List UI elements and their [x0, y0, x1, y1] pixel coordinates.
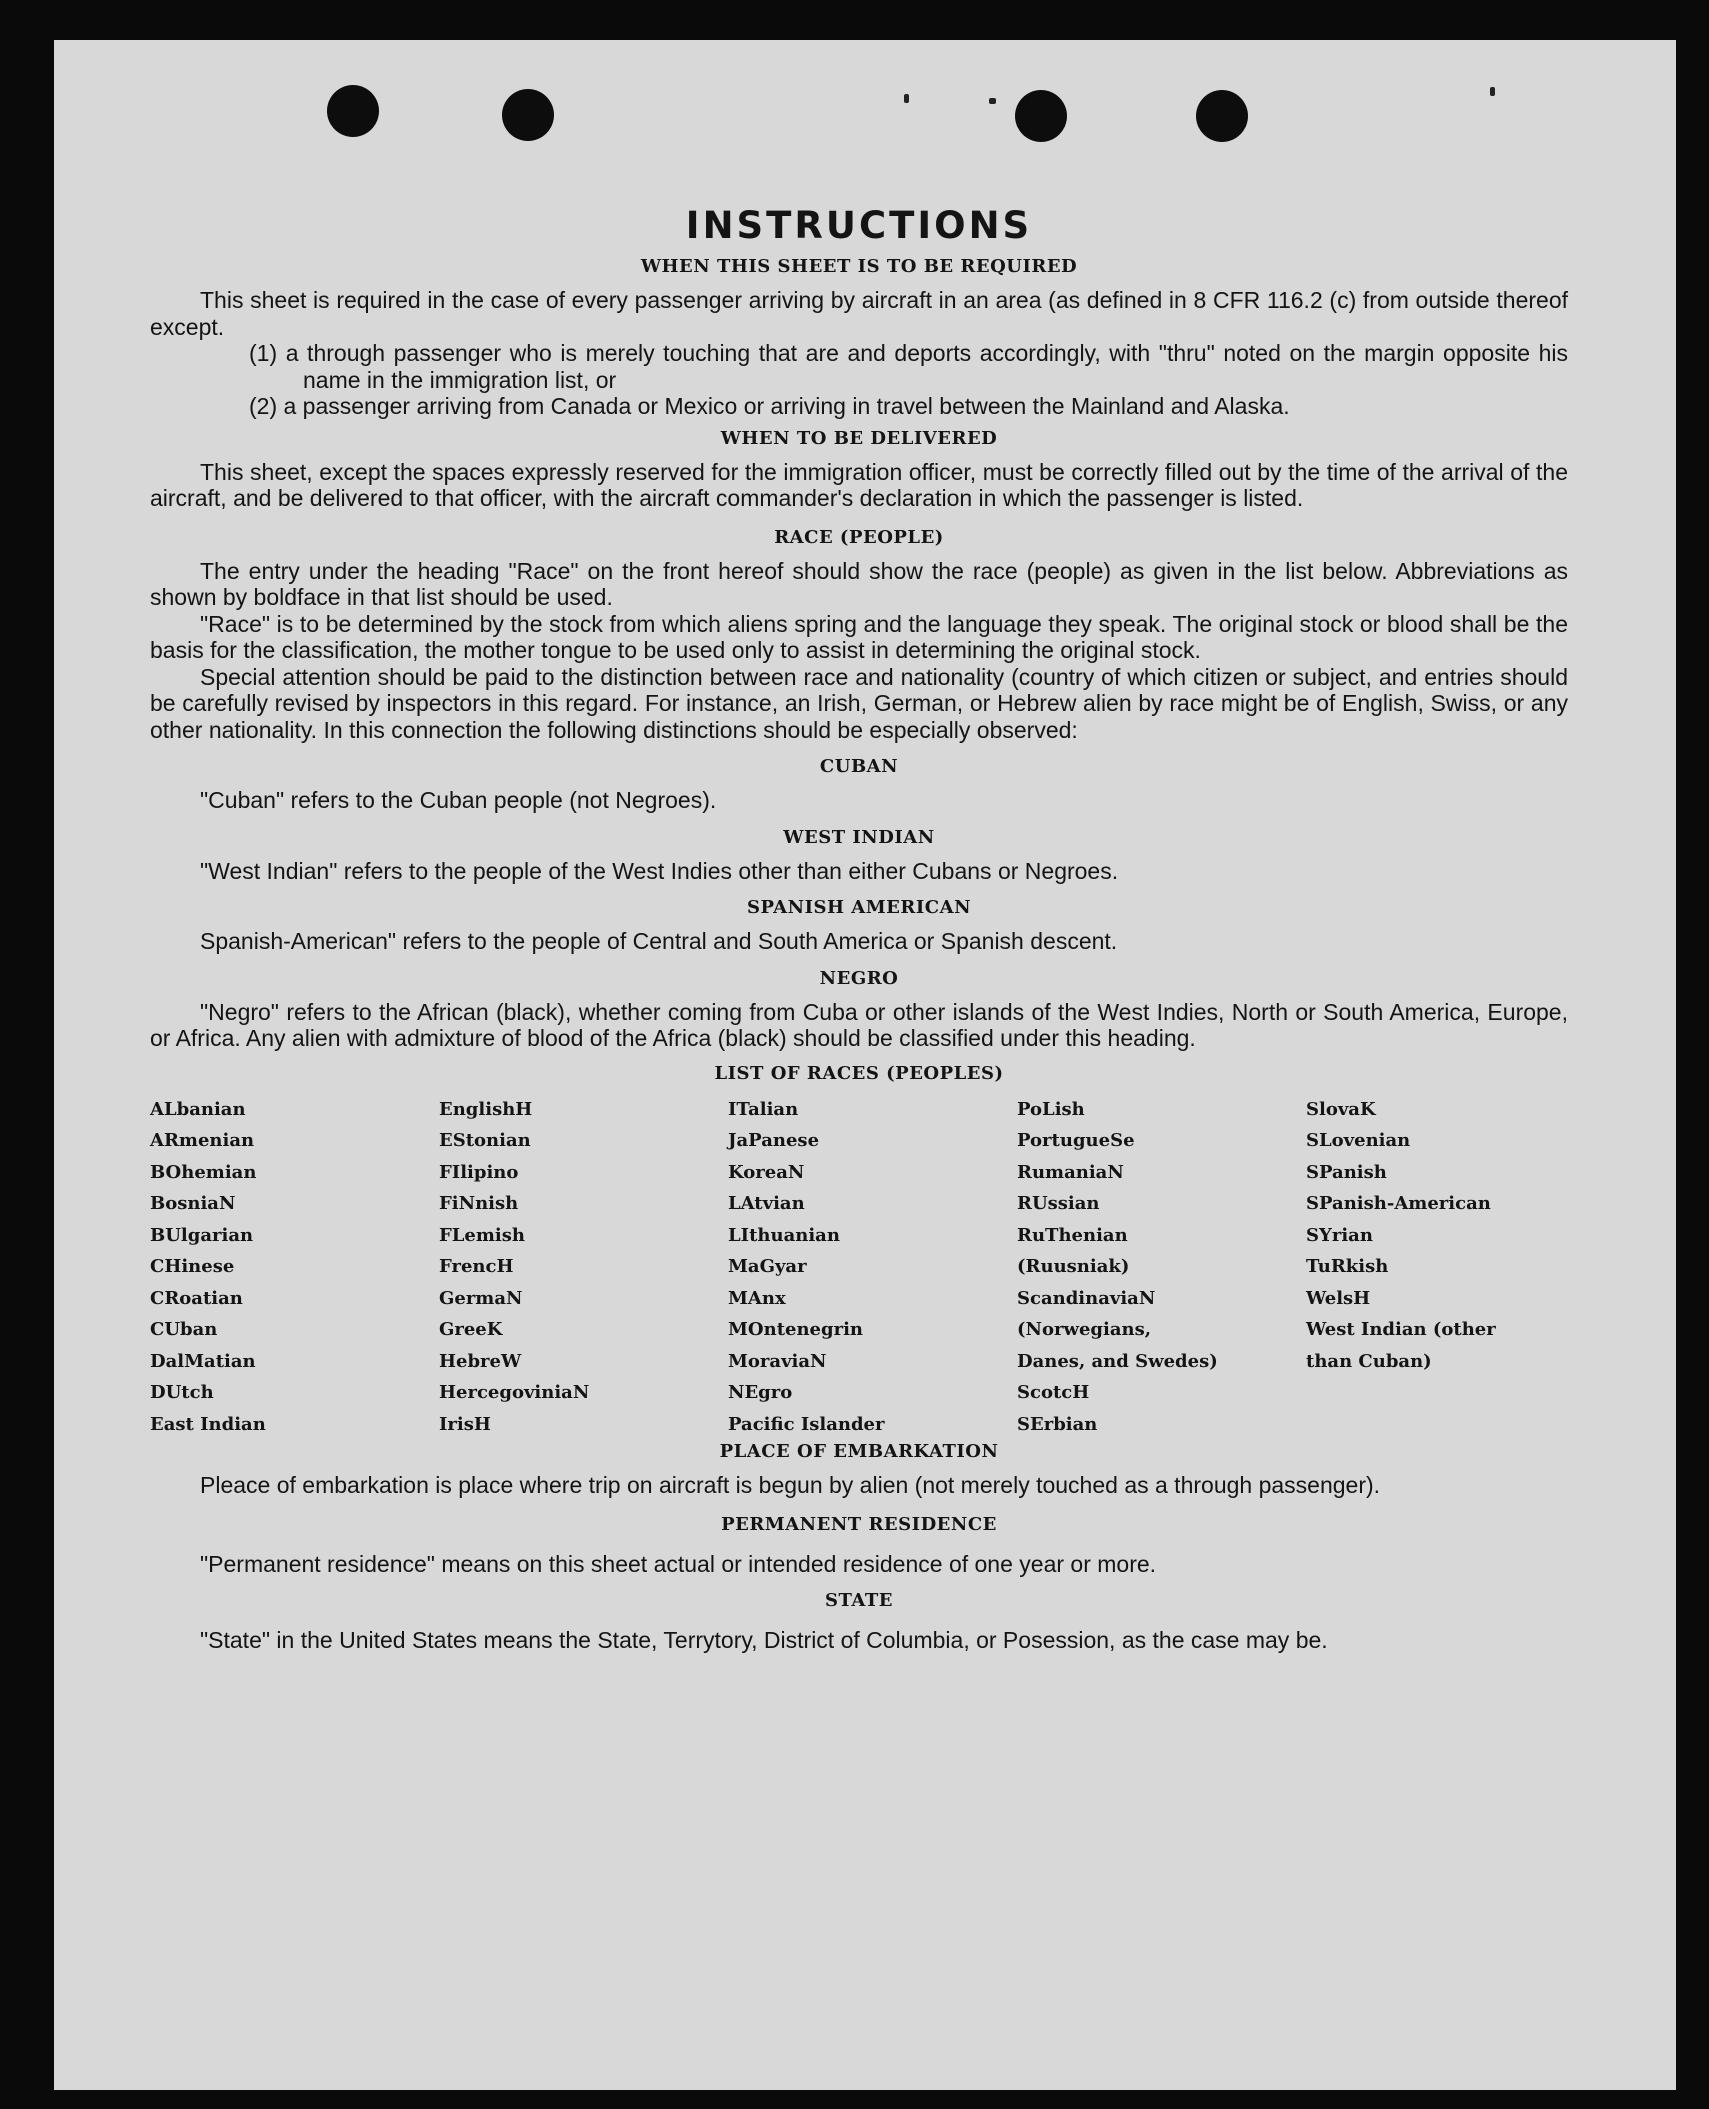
- instructions-content: [150, 205, 1568, 1654]
- race-entry: SPanish-American: [1306, 1193, 1491, 1214]
- race-entry: MAnx: [728, 1287, 786, 1309]
- race-entry: JaPanese: [728, 1130, 820, 1151]
- heading-permanent-residence: PERMANENT RESIDENCE: [721, 1513, 997, 1535]
- ink-speck: [1490, 87, 1495, 96]
- race-paragraph: The entry under the heading "Race" on the front hereof should show the race (people) as given in the list below. Abbreviations as shown by boldface in that list should be used.: [150, 557, 1568, 610]
- race-entry: LAtvian: [728, 1193, 805, 1214]
- race-entry: FIlipino: [439, 1161, 519, 1183]
- race-entry: FLemish: [439, 1224, 525, 1246]
- spanish-american-text: Spanish-American" refers to the people of Central and South America or Spanish descent.: [200, 928, 1118, 954]
- race-entry: West Indian (other than Cuban): [1306, 1319, 1496, 1372]
- heading-west-indian: WEST INDIAN: [783, 826, 935, 848]
- delivered-text: This sheet, except the spaces expressly reserved for the immigration officer, must be correctly filled out by the time of the arrival of the aircraft, and be delivered to that officer, with the aircraft commander's declaration in which the passenger is listed.: [150, 458, 1568, 511]
- race-entry: HebreW: [439, 1350, 522, 1372]
- race-list: [150, 1094, 1568, 1441]
- race-column: [439, 1094, 728, 1441]
- heading-place-of-embarkation: PLACE OF EMBARKATION: [719, 1441, 999, 1462]
- race-entry: EStonian: [439, 1130, 531, 1151]
- race-entry: ARmenian: [150, 1130, 255, 1151]
- race-entry: TuRkish: [1306, 1256, 1389, 1277]
- heading-when-required: WHEN THIS SHEET IS TO BE REQUIRED: [640, 256, 1078, 277]
- race-column: [1306, 1094, 1506, 1441]
- race-entry: EnglishH: [439, 1098, 533, 1120]
- document-page: [54, 40, 1676, 2090]
- race-entry: BOhemian: [150, 1161, 257, 1183]
- race-entry: MoraviaN: [728, 1350, 827, 1372]
- race-entry: ScotcH: [1017, 1382, 1090, 1403]
- heading-spanish-american: SPANISH AMERICAN: [746, 897, 972, 918]
- race-entry: Pacific Islander: [728, 1413, 885, 1435]
- race-column: [150, 1094, 439, 1441]
- race-entry: GermaN: [439, 1287, 523, 1309]
- race-entry: BUlgarian: [150, 1224, 254, 1246]
- race-column: [728, 1094, 1017, 1441]
- embarkation-text: Pleace of embarkation is place where trip on aircraft is begun by alien (not merely touched as a through passenger).: [200, 1472, 1381, 1498]
- race-entry: CHinese: [150, 1256, 235, 1277]
- heading-list-of-races: LIST OF RACES (PEOPLES): [714, 1062, 1004, 1084]
- race-entry: SErbian: [1017, 1413, 1098, 1435]
- ink-speck: [989, 98, 996, 104]
- ink-speck: [904, 94, 909, 103]
- race-entry: RUssian: [1017, 1193, 1100, 1214]
- heading-race: RACE (PEOPLE): [774, 526, 944, 548]
- race-entry: PoLish: [1017, 1098, 1085, 1120]
- race-entry: WelsH: [1306, 1287, 1371, 1309]
- race-entry: GreeK: [439, 1319, 503, 1340]
- race-entry: NEgro: [728, 1382, 793, 1403]
- race-entry: DUtch: [150, 1382, 214, 1403]
- race-entry: ScandinaviaN (Norwegians, Danes, and Swedes): [1017, 1287, 1218, 1372]
- punch-hole: [1196, 90, 1248, 142]
- race-entry: SlovaK: [1306, 1098, 1376, 1120]
- race-entry: SLovenian: [1306, 1130, 1411, 1151]
- heading-when-delivered: WHEN TO BE DELIVERED: [720, 427, 998, 449]
- race-entry: KoreaN: [728, 1161, 805, 1183]
- heading-negro: NEGRO: [819, 967, 899, 989]
- race-entry: East Indian: [150, 1413, 266, 1435]
- required-intro: This sheet is required in the case of every passenger arriving by aircraft in an area (as defined in 8 CFR 116.2 (c) from outside thereof except.: [150, 287, 1568, 340]
- punch-hole: [327, 85, 379, 137]
- punch-hole: [1015, 90, 1067, 142]
- race-entry: LIthuanian: [728, 1224, 840, 1246]
- race-paragraph: "Race" is to be determined by the stock from which aliens spring and the language they speak. The original stock or blood shall be the basis for the classification, the mother tongue to be used only to assist in determining the original stock.: [150, 610, 1568, 663]
- exception-item: (2) a passenger arriving from Canada or Mexico or arriving in travel between the Mainland and Alaska.: [249, 393, 1290, 419]
- race-entry: MOntenegrin: [728, 1319, 863, 1340]
- race-entry: FiNnish: [439, 1193, 519, 1214]
- race-entry: RumaniaN: [1017, 1161, 1124, 1183]
- race-entry: BosniaN: [150, 1193, 236, 1214]
- heading-state: STATE: [824, 1590, 893, 1611]
- west-indian-text: "West Indian" refers to the people of the West Indies other than either Cubans or Negroes.: [200, 857, 1119, 884]
- heading-cuban: CUBAN: [819, 756, 899, 777]
- race-paragraph: Special attention should be paid to the distinction between race and nationality (country of which citizen or subject, and entries should be carefully revised by inspectors in this regard. For instance, an Irish, German, or Hebrew alien by race might be of English, Swiss, or any other nationality. In this connection the following distinctions should be especially observed:: [150, 663, 1568, 743]
- race-entry: ITalian: [728, 1098, 799, 1120]
- race-entry: IrisH: [439, 1413, 491, 1435]
- race-entry: DalMatian: [150, 1350, 256, 1372]
- race-column: [1017, 1094, 1222, 1441]
- exception-item: (1) a through passenger who is merely touching that are and deports accordingly, with "thru" noted on the margin opposite his name in the immigration list, or: [249, 340, 1568, 393]
- race-entry: HercegoviniaN: [439, 1382, 590, 1403]
- residence-text: "Permanent residence" means on this sheet actual or intended residence of one year or more.: [200, 1550, 1157, 1577]
- race-entry: ALbanian: [150, 1098, 246, 1120]
- punch-hole: [502, 89, 554, 141]
- race-entry: PortugueSe: [1017, 1130, 1135, 1151]
- race-entry: SPanish: [1306, 1161, 1387, 1183]
- race-entry: SYrian: [1306, 1224, 1373, 1246]
- negro-text: "Negro" refers to the African (black), whether coming from Cuba or other islands of the West Indies, North or South America, Europe, or Africa. Any alien with admixture of blood of the Africa (black) should be classified under this heading.: [150, 998, 1568, 1051]
- race-entry: MaGyar: [728, 1256, 807, 1277]
- race-entry: CRoatian: [150, 1287, 243, 1309]
- race-entry: RuThenian (Ruusniak): [1017, 1224, 1130, 1277]
- state-text: "State" in the United States means the State, Terrytory, District of Columbia, or Posession, as the case may be.: [200, 1627, 1328, 1653]
- cuban-text: "Cuban" refers to the Cuban people (not Negroes).: [200, 787, 717, 813]
- race-entry: CUban: [150, 1319, 218, 1340]
- race-entry: FrencH: [439, 1256, 514, 1277]
- page-title: INSTRUCTIONS: [685, 204, 1033, 247]
